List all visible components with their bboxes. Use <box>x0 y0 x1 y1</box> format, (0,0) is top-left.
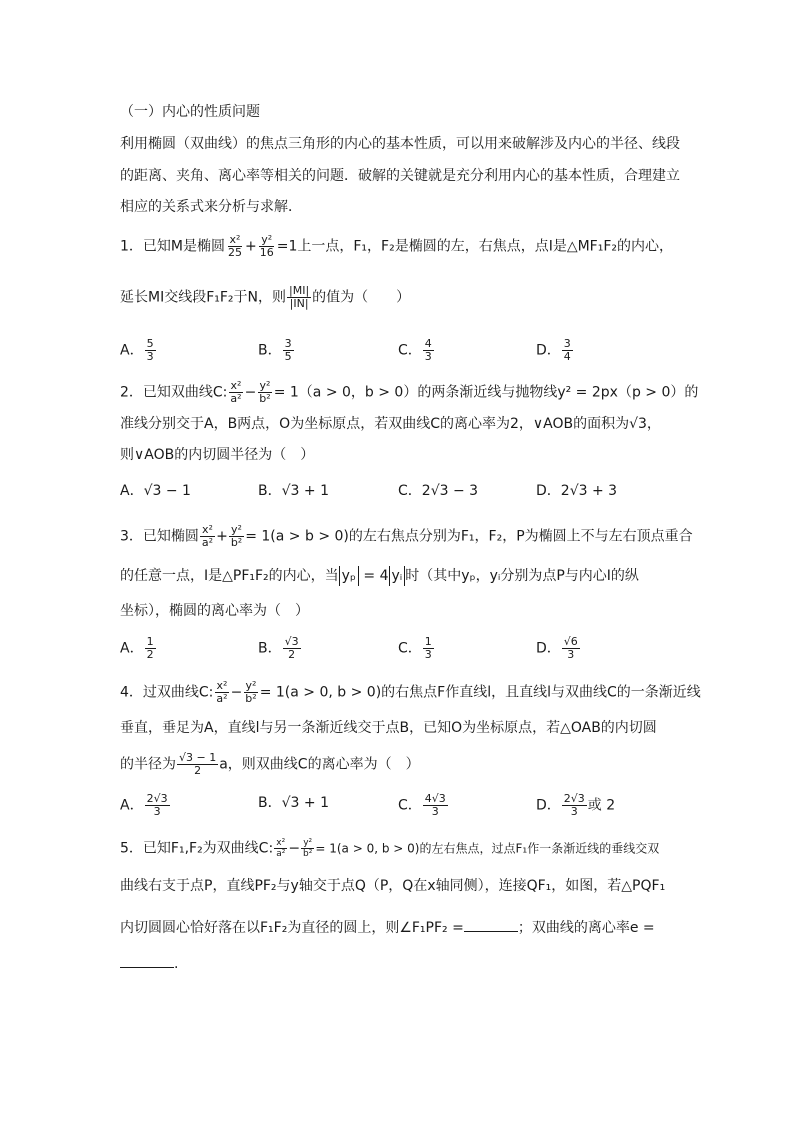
eccentricity-answer-blank[interactable] <box>120 955 174 968</box>
q4-text-c: 的半径为 <box>120 756 176 773</box>
q1-ratio-den: |IN| <box>289 297 309 310</box>
q5-text-d: ；双曲线的离心率e = <box>517 920 655 936</box>
q3-option-d-frac <box>562 636 580 661</box>
q2-option-c-label: C． <box>398 483 422 499</box>
q2-frac-x-den: a² <box>230 392 242 405</box>
q4-option-d-den: 3 <box>570 805 578 818</box>
q4-frac-y <box>243 680 258 705</box>
q4-frac-y-num: y² <box>245 679 257 692</box>
q2-option-d-text: 2√3 + 3 <box>560 483 618 499</box>
q3-line-1 <box>120 524 693 549</box>
q4-frac-x <box>214 680 229 705</box>
q5-text-b: = 1(a > 0, b > 0)的左右焦点，过点F₁作一条渐近线的垂线交双 <box>315 841 660 856</box>
q4-radius-num: √3 − 1 <box>179 751 217 764</box>
q1-line-1 <box>120 234 673 259</box>
q4-option-d-frac <box>562 793 587 818</box>
q3-option-b-num: √3 <box>284 635 299 648</box>
q2-frac-y-num: y² <box>259 379 271 392</box>
q4-option-b-label: B． <box>258 795 282 811</box>
q1-option-d-frac <box>562 338 573 363</box>
q2-line-1 <box>120 380 698 405</box>
q1-option-a-label: A． <box>120 342 144 359</box>
q5-line-2: 曲线右支于点P，直线PF₂与y轴交于点Q（P，Q在x轴同侧），连接QF₁，如图，若△PQF₁ <box>120 878 666 894</box>
q2-minus: − <box>244 384 257 401</box>
q4-text-d: a，则双曲线C的离心率为（ ） <box>219 756 420 773</box>
q3-text-c: 的任意一点，I是△PF₁F₂的内心，当 <box>120 568 339 584</box>
q1-option-c[interactable] <box>398 338 435 363</box>
intro-line-2: 的距离、夹角、离心率等相关的问题．破解的关键就是充分利用内心的基本性质，合理建立 <box>120 168 680 184</box>
q3-equals-4: = 4 <box>358 568 389 584</box>
q2-option-c[interactable] <box>398 481 478 501</box>
q2-option-b-text: √3 + 1 <box>281 483 329 499</box>
q5-line-3 <box>120 918 655 938</box>
intro-line-3: 相应的关系式来分析与求解． <box>120 199 302 215</box>
q5-text-c: 内切圆圆心恰好落在以F₁F₂为直径的圆上，则∠F₁PF₂ = <box>120 920 464 936</box>
q4-text-a: 4．过双曲线C: <box>120 684 214 701</box>
q4-option-a-frac <box>145 793 170 818</box>
q3-option-a-den: 2 <box>146 648 154 661</box>
q4-text-b: = 1(a > 0, b > 0)的右焦点F作直线l，且直线l与双曲线C的一条渐近线 <box>259 684 701 701</box>
q1-option-c-num: 4 <box>424 337 432 350</box>
q4-option-a-den: 3 <box>153 805 161 818</box>
q3-plus: + <box>216 528 228 545</box>
q1-option-a-den: 3 <box>146 350 154 363</box>
q4-option-a-label: A． <box>120 797 144 814</box>
q4-line-1 <box>120 680 701 705</box>
q4-option-c-num: 4√3 <box>424 792 446 805</box>
q4-option-a[interactable] <box>120 793 171 818</box>
q4-option-c[interactable] <box>398 793 449 818</box>
q4-option-c-label: C． <box>398 797 422 814</box>
q4-frac-x-num: x² <box>216 679 228 692</box>
q1-frac-x-den: 25 <box>228 246 242 259</box>
q4-option-c-den: 3 <box>431 805 439 818</box>
q1-frac-x <box>226 234 244 259</box>
q3-option-d-label: D． <box>536 640 561 657</box>
q1-option-d-den: 4 <box>563 350 571 363</box>
q3-option-c-num: 1 <box>424 635 432 648</box>
q2-frac-x <box>228 380 243 405</box>
q3-frac-y-den: b² <box>230 536 243 549</box>
q1-option-b[interactable] <box>258 338 295 363</box>
q3-option-d[interactable] <box>536 636 581 661</box>
q3-option-a-frac <box>145 636 156 661</box>
q2-option-a-text: √3 − 1 <box>143 483 191 499</box>
q1-option-b-num: 3 <box>284 337 292 350</box>
q4-line-2: 垂直，垂足为A，直线l与另一条渐近线交于点B，已知O为坐标原点，若△OAB的内切圆 <box>120 720 657 736</box>
q3-option-d-den: 3 <box>567 648 575 661</box>
q5-line-4 <box>120 954 178 974</box>
q2-line-2: 准线分别交于A，B两点，O为坐标原点，若双曲线C的离心率为2，∨AOB的面积为√3， <box>120 416 661 432</box>
q2-option-a-label: A． <box>120 483 144 499</box>
q4-radius-den: 2 <box>194 764 202 777</box>
q1-text-a: 1．已知M是椭圆 <box>120 238 225 255</box>
q5-frac-x-den: a² <box>276 849 286 859</box>
q1-option-a[interactable] <box>120 338 157 363</box>
q3-option-d-num: √6 <box>563 635 578 648</box>
q3-abs-yp: yₚ <box>339 566 359 586</box>
q4-option-b-text: √3 + 1 <box>281 795 329 811</box>
q1-frac-y <box>258 234 276 259</box>
q3-option-c-den: 3 <box>424 648 432 661</box>
q1-text-c: 延长MI交线段F₁F₂于N，则 <box>120 289 287 306</box>
q4-option-c-frac <box>423 793 448 818</box>
q5-frac-y-num: y² <box>303 838 313 848</box>
q2-option-d-label: D． <box>536 483 561 499</box>
q4-option-b[interactable] <box>258 793 329 813</box>
q3-frac-y <box>229 524 244 549</box>
q4-option-d-suffix: 或 2 <box>587 797 616 814</box>
q1-text-d: 的值为（ ） <box>312 289 411 306</box>
q1-text-b: =1上一点，F₁，F₂是椭圆的左，右焦点，点I是△MF₁F₂的内心， <box>276 238 674 255</box>
q5-period: . <box>174 956 179 972</box>
q4-option-a-num: 2√3 <box>146 792 168 805</box>
q2-text-b: = 1（a > 0，b > 0）的两条渐近线与抛物线y² = 2px（p > 0）的 <box>273 384 699 401</box>
q3-option-c[interactable] <box>398 636 435 661</box>
q3-abs-yi: yᵢ <box>389 566 406 586</box>
q2-option-b-label: B． <box>258 483 282 499</box>
q2-option-b[interactable] <box>258 481 329 501</box>
q2-text-a: 2．已知双曲线C: <box>120 384 228 401</box>
q3-option-b-frac <box>283 636 301 661</box>
q1-option-c-label: C． <box>398 342 422 359</box>
q5-line-1 <box>120 838 659 859</box>
section-title: （一）内心的性质问题 <box>120 104 260 120</box>
q1-option-d-num: 3 <box>563 337 571 350</box>
angle-answer-blank[interactable] <box>464 919 518 932</box>
q1-option-c-den: 3 <box>424 350 432 363</box>
q5-frac-x-num: x² <box>276 838 286 848</box>
q5-frac-y-den: b² <box>303 849 313 859</box>
q3-frac-x-den: a² <box>201 536 214 549</box>
q2-frac-y <box>257 380 272 405</box>
q5-frac-y <box>301 838 314 859</box>
q4-option-d-num: 2√3 <box>563 792 585 805</box>
q1-option-d[interactable] <box>536 338 574 363</box>
q3-option-a[interactable] <box>120 636 157 661</box>
q4-option-d[interactable] <box>536 793 615 818</box>
q1-option-c-frac <box>423 338 434 363</box>
q3-text-d: 时（其中yₚ，yᵢ分别为点P与内心I的纵 <box>405 568 639 584</box>
intro-line-1: 利用椭圆（双曲线）的焦点三角形的内心的基本性质，可以用来破解涉及内心的半径、线段 <box>120 136 680 152</box>
q2-option-d[interactable] <box>536 481 617 501</box>
q3-line-3: 坐标），椭圆的离心率为（ ） <box>120 603 309 619</box>
q1-option-b-den: 5 <box>284 350 292 363</box>
q3-line-2 <box>120 566 639 586</box>
q2-option-c-text: 2√3 − 3 <box>421 483 479 499</box>
q3-option-b-den: 2 <box>288 648 296 661</box>
q5-text-a: 5．已知F₁,F₂为双曲线C: <box>120 840 274 857</box>
q4-radius-frac <box>177 752 218 777</box>
q2-option-a[interactable] <box>120 481 191 501</box>
q4-minus: − <box>230 684 243 701</box>
q4-frac-x-den: a² <box>216 692 228 705</box>
q1-option-a-frac <box>145 338 156 363</box>
q3-frac-x-num: x² <box>202 523 213 536</box>
q4-frac-y-den: b² <box>245 692 257 705</box>
q5-frac-x <box>274 838 287 859</box>
q1-frac-y-den: 16 <box>259 246 274 259</box>
q3-option-a-num: 1 <box>146 635 154 648</box>
q1-ratio <box>287 285 311 310</box>
q1-option-b-frac <box>283 338 294 363</box>
q1-option-d-label: D． <box>536 342 561 359</box>
q3-option-a-label: A． <box>120 640 144 657</box>
q3-option-c-label: C． <box>398 640 422 657</box>
q4-line-3 <box>120 752 420 777</box>
q1-frac-x-num: x² <box>229 233 241 246</box>
q1-plus: + <box>245 238 257 255</box>
q2-frac-x-num: x² <box>230 379 242 392</box>
q3-option-b-label: B． <box>258 640 282 657</box>
q3-frac-y-num: y² <box>231 523 242 536</box>
q3-option-b[interactable] <box>258 636 302 661</box>
q1-ratio-num: |MI| <box>289 284 310 297</box>
q3-text-b: = 1(a > b > 0)的左右焦点分别为F₁，F₂，P为椭圆上不与左右顶点重合 <box>245 528 693 545</box>
q1-line-2 <box>120 285 410 310</box>
q1-option-b-label: B． <box>258 342 282 359</box>
q5-minus: − <box>288 840 301 857</box>
q3-frac-x <box>200 524 215 549</box>
q3-option-c-frac <box>423 636 434 661</box>
q4-option-d-label: D． <box>536 797 561 814</box>
q3-text-a: 3．已知椭圆 <box>120 528 199 545</box>
q2-frac-y-den: b² <box>259 392 271 405</box>
q1-option-a-num: 5 <box>146 337 154 350</box>
q1-frac-y-num: y² <box>261 233 273 246</box>
q2-line-3: 则∨AOB的内切圆半径为（ ） <box>120 447 315 463</box>
